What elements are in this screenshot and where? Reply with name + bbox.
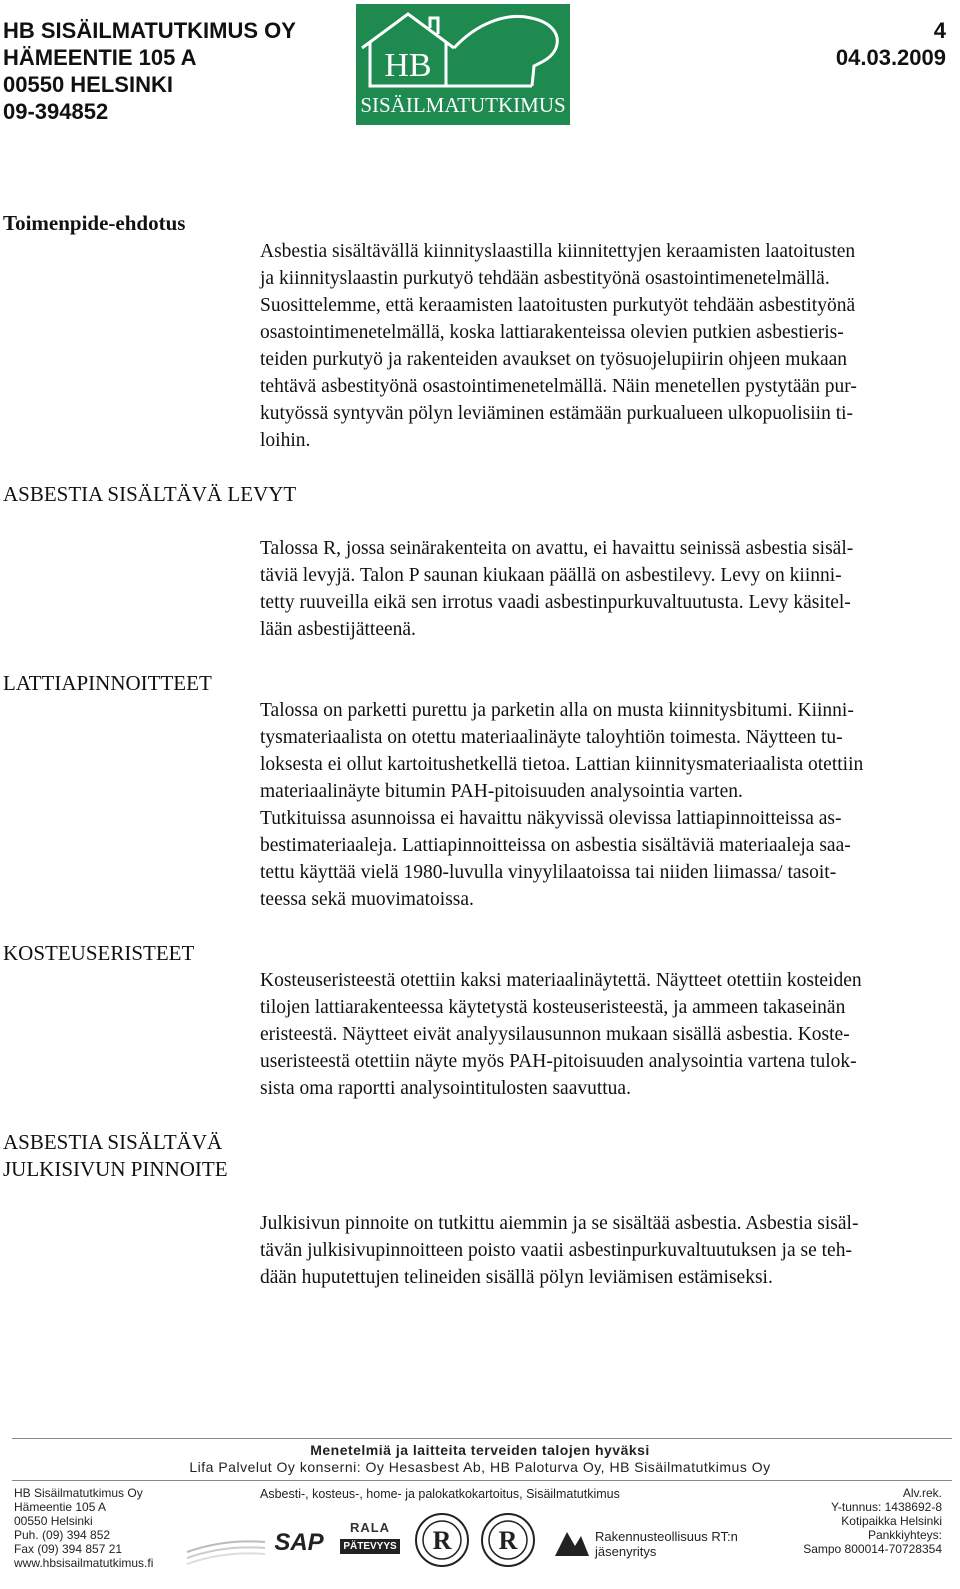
company-street: HÄMEENTIE 105 A — [3, 45, 197, 70]
company-phone: 09-394852 — [3, 99, 109, 124]
sap-logo: SAP — [274, 1529, 324, 1556]
quality-seal-2 — [480, 1512, 536, 1568]
section-title-levyt: ASBESTIA SISÄLTÄVÄ LEVYT — [3, 482, 297, 506]
document-date: 04.03.2009 — [835, 45, 946, 70]
logo-text-name: SISÄILMATUTKIMUS — [360, 93, 566, 117]
company-city: 00550 HELSINKI — [3, 72, 173, 97]
rt-logo-icon — [555, 1530, 589, 1556]
section-title-julkisivu: ASBESTIA SISÄLTÄVÄ JULKISIVUN PINNOITE — [3, 1130, 228, 1181]
footer-registry: Alv.rek. Y-tunnus: 1438692-8 Kotipaikka Helsinki Pankkiyhteys: Sampo 800014-70728354 — [803, 1486, 942, 1556]
section-text-levyt: Talossa R, jossa seinärakenteita on avattu, ei havaittu seinissä asbestia sisäl- täviä levyjä. Talon P saunan kiukaan päällä on asbestilevy. Levy on kiinni- tetty ruuveilla eikä sen irrotus vaadi asbestinpurkuvaltuutusta. Levy käsitel- lään asbestijätteenä. — [260, 538, 854, 640]
section-text-lattiapinnoitteet: Talossa on parketti purettu ja parketin alla on musta kiinnitysbitumi. Kiinni- tysmateriaalista on otettu materiaalinäyte taloyhtiön toimesta. Näytteen tu- loksesta ei ollut kartoitushetkellä tietoa. Lattian kiinnitysmateriaalista otettiin materiaalinäyte bitumin PAH-pitoisuuden analysointia varten. Tutkituissa asunnoissa ei havaittu näkyvissä olevissa lattiapinnoitteissa as- bestimateriaaleja. Lattiapinnoitteissa on asbestia sisältäviä materiaaleja saa- tettu käyttää vielä 1980-luvulla vinyylilaatoissa tai niiden liimassa/ tasoit- teessa sekä muovimatoissa. — [260, 700, 864, 910]
footer-rule-top — [12, 1438, 952, 1439]
swoosh-decoration — [185, 1512, 267, 1572]
footer-services: Asbesti-, kosteus-, home- ja palokatkokartoitus, Sisäilmatutkimus — [260, 1487, 620, 1501]
footer-rule-bottom — [12, 1480, 952, 1481]
footer-group: Lifa Palvelut Oy konserni: Oy Hesasbest Ab, HB Paloturva Oy, HB Sisäilmatutkimus Oy — [189, 1459, 771, 1475]
section-title-lattiapinnoitteet: LATTIAPINNOITTEET — [3, 671, 212, 695]
footer-address: HB Sisäilmatutkimus Oy Hämeentie 105 A 00550 Helsinki Puh. (09) 394 852 Fax (09) 394 857 21 www.hbsisailmatutkimus.fi — [14, 1486, 154, 1570]
section-text-kosteuseristeet: Kosteuseristeestä otettiin kaksi materiaalinäytettä. Näytteet otettiin kosteiden tilojen lattiarakenteessa käytetystä kosteuseristeestä, ja ammeen takaseinän eristeestä. Näytteet eivät analyysilausunnon mukaan sisällä asbestia. Koste- useristeestä otettiin näyte myös PAH-pitoisuuden analysointia vartena tulok- sista oma raportti analysointitulosten saavuttua. — [260, 970, 862, 1099]
rala-badge: RALA PÄTEVYYS — [340, 1520, 400, 1562]
hb-logo — [356, 4, 570, 125]
logo-text-hb: HB — [384, 47, 432, 84]
quality-seal-1 — [414, 1512, 470, 1568]
svg-text:R: R — [498, 1526, 518, 1555]
page-number: 4 — [933, 18, 946, 43]
svg-text:R: R — [432, 1526, 452, 1555]
company-name: HB SISÄILMATUTKIMUS OY — [3, 18, 296, 43]
rt-membership: Rakennusteollisuus RT:n jäsenyritys — [595, 1529, 738, 1559]
footer-tagline: Menetelmiä ja laitteita terveiden talojen hyväksi — [310, 1442, 650, 1458]
section-title-toimenpide: Toimenpide-ehdotus — [3, 211, 186, 235]
section-title-kosteuseristeet: KOSTEUSERISTEET — [3, 941, 195, 965]
section-text-julkisivu: Julkisivun pinnoite on tutkittu aiemmin ja se sisältää asbestia. Asbestia sisäl- tävän julkisivupinnoitteen poisto vaatii asbestinpurkuvaltuutuksen ja se teh- dään huputettujen telineiden sisällä pölyn leviämisen estämiseksi. — [260, 1213, 859, 1288]
section-text-toimenpide: Asbestia sisältävällä kiinnityslaastilla kiinnitettyjen keraamisten laatoitusten ja kiinnityslaastin purkutyö tehdään asbestityönä osastointimenetelmällä. Suosittelemme, että keraamisten laatoitusten purkutyöt tehdään asbestityönä osastointimenetelmällä, koska lattiarakenteissa olevien putkien asbestieris- teiden purkutyö ja rakenteiden avaukset on työsuojelupiirin ohjeen mukaan tehtävä asbestityönä osastointimenetelmällä. Näin menetellen pystytään pur- kutyössä syntyvän pölyn leviäminen estämään purkualueen ulkopuolisiin ti- loihin. — [260, 241, 857, 451]
